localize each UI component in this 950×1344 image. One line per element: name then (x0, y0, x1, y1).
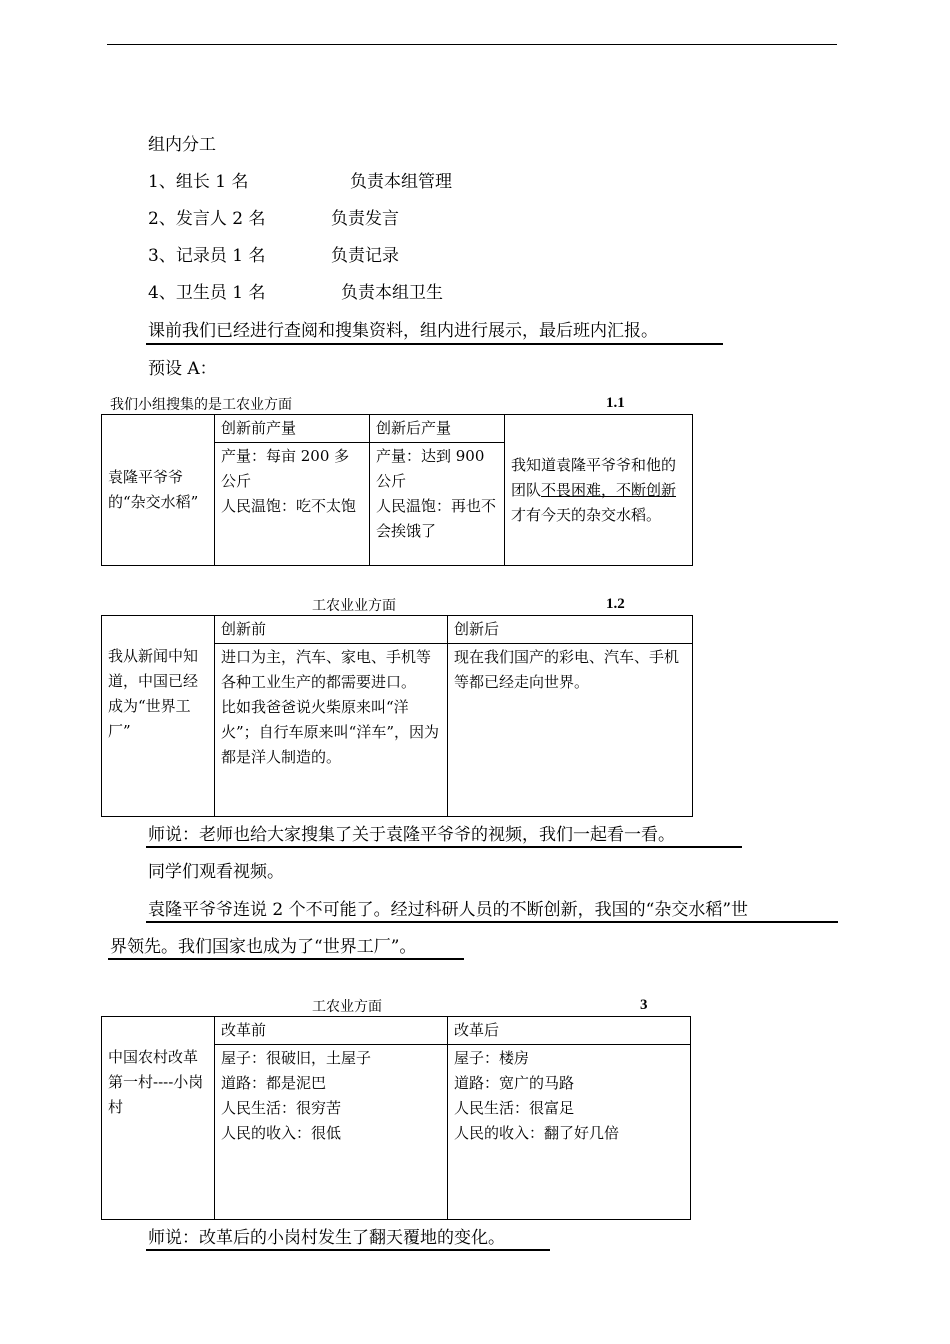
division-role-3: 3、记录员 1 名 (148, 246, 266, 266)
division-duty-4: 负责本组卫生 (341, 283, 443, 303)
teacher-underline-1 (146, 846, 742, 848)
division-duty-1: 负责本组管理 (350, 172, 452, 192)
table1-head-before: 创新前产量 (215, 415, 370, 443)
teacher-underline-2 (146, 1249, 550, 1251)
table2-before: 进口为主，汽车、家电、手机等各种工业生产的都需要进口。 比如我爸爸说火柴原来叫“洋火”；自行车原来叫“洋车”，因为都是洋人制造的。 (215, 644, 448, 817)
table3-before: 屋子：很破旧，土屋子 道路：都是泥巴 人民生活：很穷苦 人民的收入：很低 (215, 1045, 448, 1220)
table3-head-before: 改革前 (215, 1017, 448, 1045)
watch-paragraph: 同学们观看视频。 (148, 862, 284, 882)
table1-before: 产量：每亩 200 多公斤 人民温饱：吃不太饱 (215, 443, 370, 566)
table3-head-after: 改革后 (448, 1017, 691, 1045)
table3-after: 屋子：楼房 道路：宽广的马路 人民生活：很富足 人民的收入：翻了好几倍 (448, 1045, 691, 1220)
table1-note: 我知道袁隆平爷爷和他的团队不畏困难，不断创新才有今天的杂交水稻。 (505, 415, 693, 566)
table1-head-after: 创新后产量 (370, 415, 505, 443)
table3-number: 3 (640, 997, 648, 1013)
table1 (101, 414, 693, 566)
table1-number: 1.1 (606, 395, 625, 411)
table1-after: 产量：达到 900 公斤 人民温饱：再也不会挨饿了 (370, 443, 505, 566)
table1-caption: 我们小组搜集的是工农业方面 (110, 397, 292, 413)
table2-after: 现在我们国产的彩电、汽车、手机等都已经走向世界。 (448, 644, 693, 817)
intro-underline (146, 343, 723, 345)
table3-caption: 工农业方面 (312, 999, 382, 1015)
division-role-4: 4、卫生员 1 名 (148, 283, 266, 303)
teacher-paragraph-1: 师说：老师也给大家搜集了关于袁隆平爷爷的视频，我们一起看一看。 (148, 825, 675, 845)
preset-label: 预设 A： (148, 359, 217, 379)
summary-paragraph-2: 界领先。我们国家也成为了“世界工厂”。 (110, 937, 417, 957)
table3-subject: 中国农村改革第一村----小岗村 (102, 1017, 215, 1220)
division-title: 组内分工 (148, 135, 216, 155)
intro-paragraph: 课前我们已经进行查阅和搜集资料，组内进行展示，最后班内汇报。 (148, 321, 658, 341)
table3 (101, 1016, 691, 1220)
table1-subject: 袁隆平爷爷的“杂交水稻” (102, 415, 215, 566)
table2-head-after: 创新后 (448, 616, 693, 644)
summary-paragraph-1: 袁隆平爷爷连说 2 个不可能了。经过科研人员的不断创新，我国的“杂交水稻”世 (148, 900, 749, 920)
table2-subject: 我从新闻中知道，中国已经成为“世界工厂” (102, 616, 215, 817)
table2 (101, 615, 693, 817)
division-duty-3: 负责记录 (331, 246, 399, 266)
division-role-2: 2、发言人 2 名 (148, 209, 266, 229)
teacher-paragraph-2: 师说：改革后的小岗村发生了翻天覆地的变化。 (148, 1228, 505, 1248)
summary-underline-2 (108, 958, 464, 960)
summary-underline-1 (146, 921, 838, 923)
table2-number: 1.2 (606, 596, 625, 612)
division-role-1: 1、组长 1 名 (148, 172, 249, 192)
header-rule (107, 44, 837, 45)
division-duty-2: 负责发言 (331, 209, 399, 229)
table2-head-before: 创新前 (215, 616, 448, 644)
table2-caption: 工农业业方面 (312, 598, 396, 614)
